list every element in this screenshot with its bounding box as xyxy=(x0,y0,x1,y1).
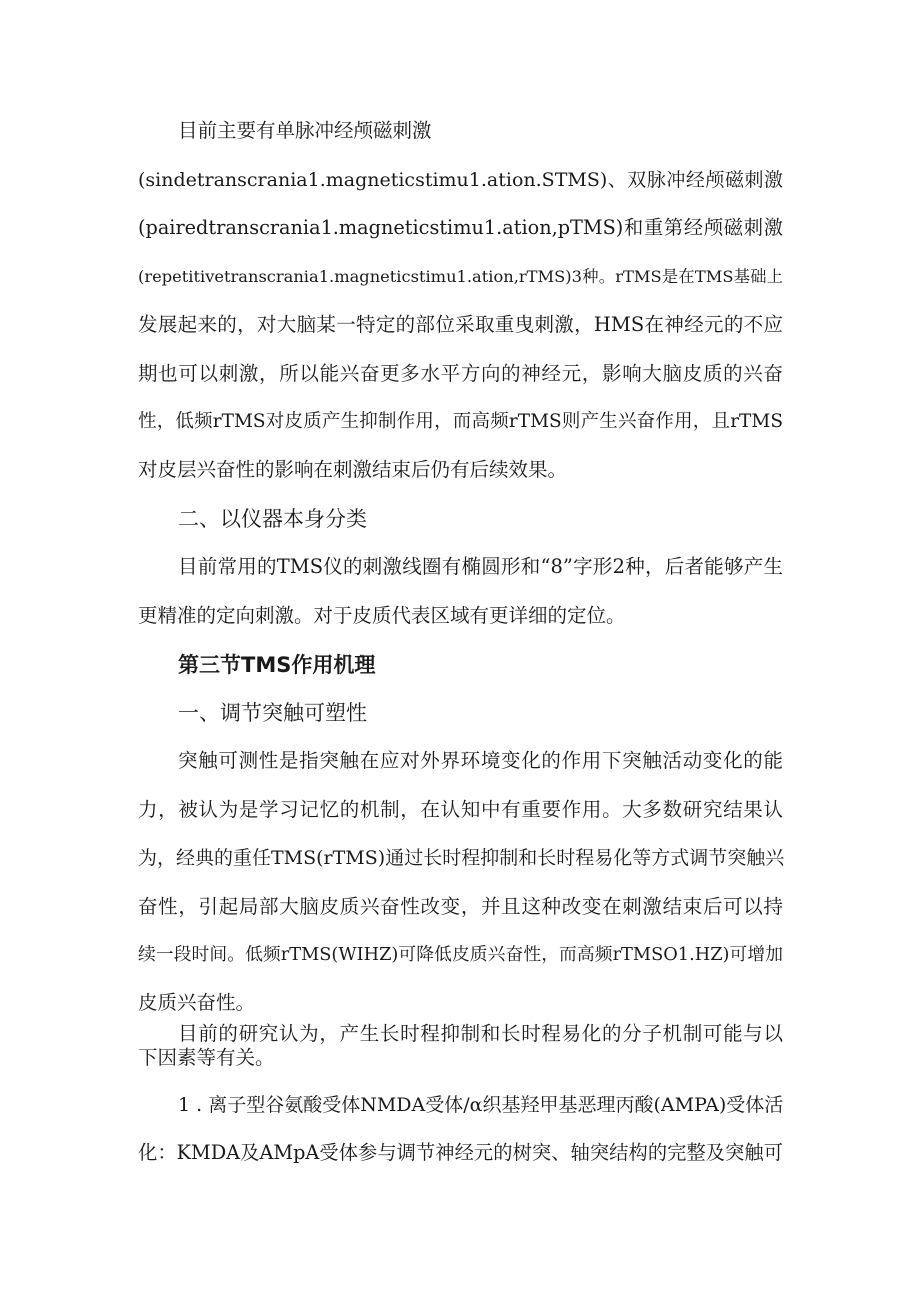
paragraph-line: 奋性，引起局部大脑皮质兴奋性改变，并且这种改变在刺激结束后可以持 xyxy=(138,895,783,918)
paragraph-line: 对皮层兴奋性的影响在刺激结束后仍有后续效果。 xyxy=(138,458,568,481)
paragraph-line: 突触可测性是指突触在应对外界环境变化的作用下突触活动变化的能 xyxy=(178,749,783,772)
paragraph-line: 皮质兴奋性。 xyxy=(138,991,256,1014)
paragraph-line: 目前的研究认为，产生长时程抑制和长时程易化的分子机制可能与以 xyxy=(178,1022,783,1045)
paragraph-line: 性，低频rTMS对皮质产生抑制作用，而高频rTMS则产生兴奋作用，且rTMS xyxy=(138,411,783,432)
paragraph-line: (repetitivetranscrania1.magneticstimu1.ation,rTMS)3种。rTMS是在TMS基础上 xyxy=(138,267,783,286)
paragraph-line: 更精准的定向刺激。对于皮质代表区域有更详细的定位。 xyxy=(138,604,626,627)
paragraph-line: 目前常用的TMS仪的刺激线圈有椭圆形和“8”字形2种，后者能够产生 xyxy=(178,555,783,578)
paragraph-line: 化：KMDA及AMpA受体参与调节神经元的树突、轴突结构的完整及突触可 xyxy=(138,1141,783,1164)
list-item: 1 . 离子型谷氨酸受体NMDA受体/α织基羟甲基恶理丙酸(AMPA)受体活 xyxy=(178,1094,784,1116)
paragraph-line: 发展起来的，对大脑某一特定的部位采取重曳刺激，HMS在神经元的不应 xyxy=(138,313,783,336)
chapter-heading: 第三节TMS作用机理 xyxy=(178,653,376,677)
paragraph-line: 为，经典的重任TMS(rTMS)通过长时程抑制和长时程易化等方式调节突触兴 xyxy=(138,847,785,869)
paragraph-line: 期也可以刺激，所以能兴奋更多水平方向的神经元，影响大脑皮质的兴奋 xyxy=(138,362,783,385)
paragraph-line: (sindetranscrania1.magneticstimu1.ation.STMS)、双脉冲经颅磁刺激 xyxy=(138,169,783,191)
paragraph-line: 下因素等有关。 xyxy=(138,1046,275,1069)
section-heading: 一、调节突触可塑性 xyxy=(178,701,367,725)
paragraph-line: 续一段时间。低频rTMS(WIHZ)可降低皮质兴奋性，而高频rTMSO1.HZ)可增加 xyxy=(138,945,783,965)
section-heading: 二、以仪器本身分类 xyxy=(178,507,367,531)
paragraph-line: 目前主要有单脉冲经颅磁刺激 xyxy=(178,119,432,142)
paragraph-line: 力，被认为是学习记忆的机制，在认知中有重要作用。大多数研究结果认 xyxy=(138,798,783,821)
paragraph-line: (pairedtranscrania1.magneticstimu1.ation,pTMS)和重第经颅磁刺激 xyxy=(138,216,783,239)
